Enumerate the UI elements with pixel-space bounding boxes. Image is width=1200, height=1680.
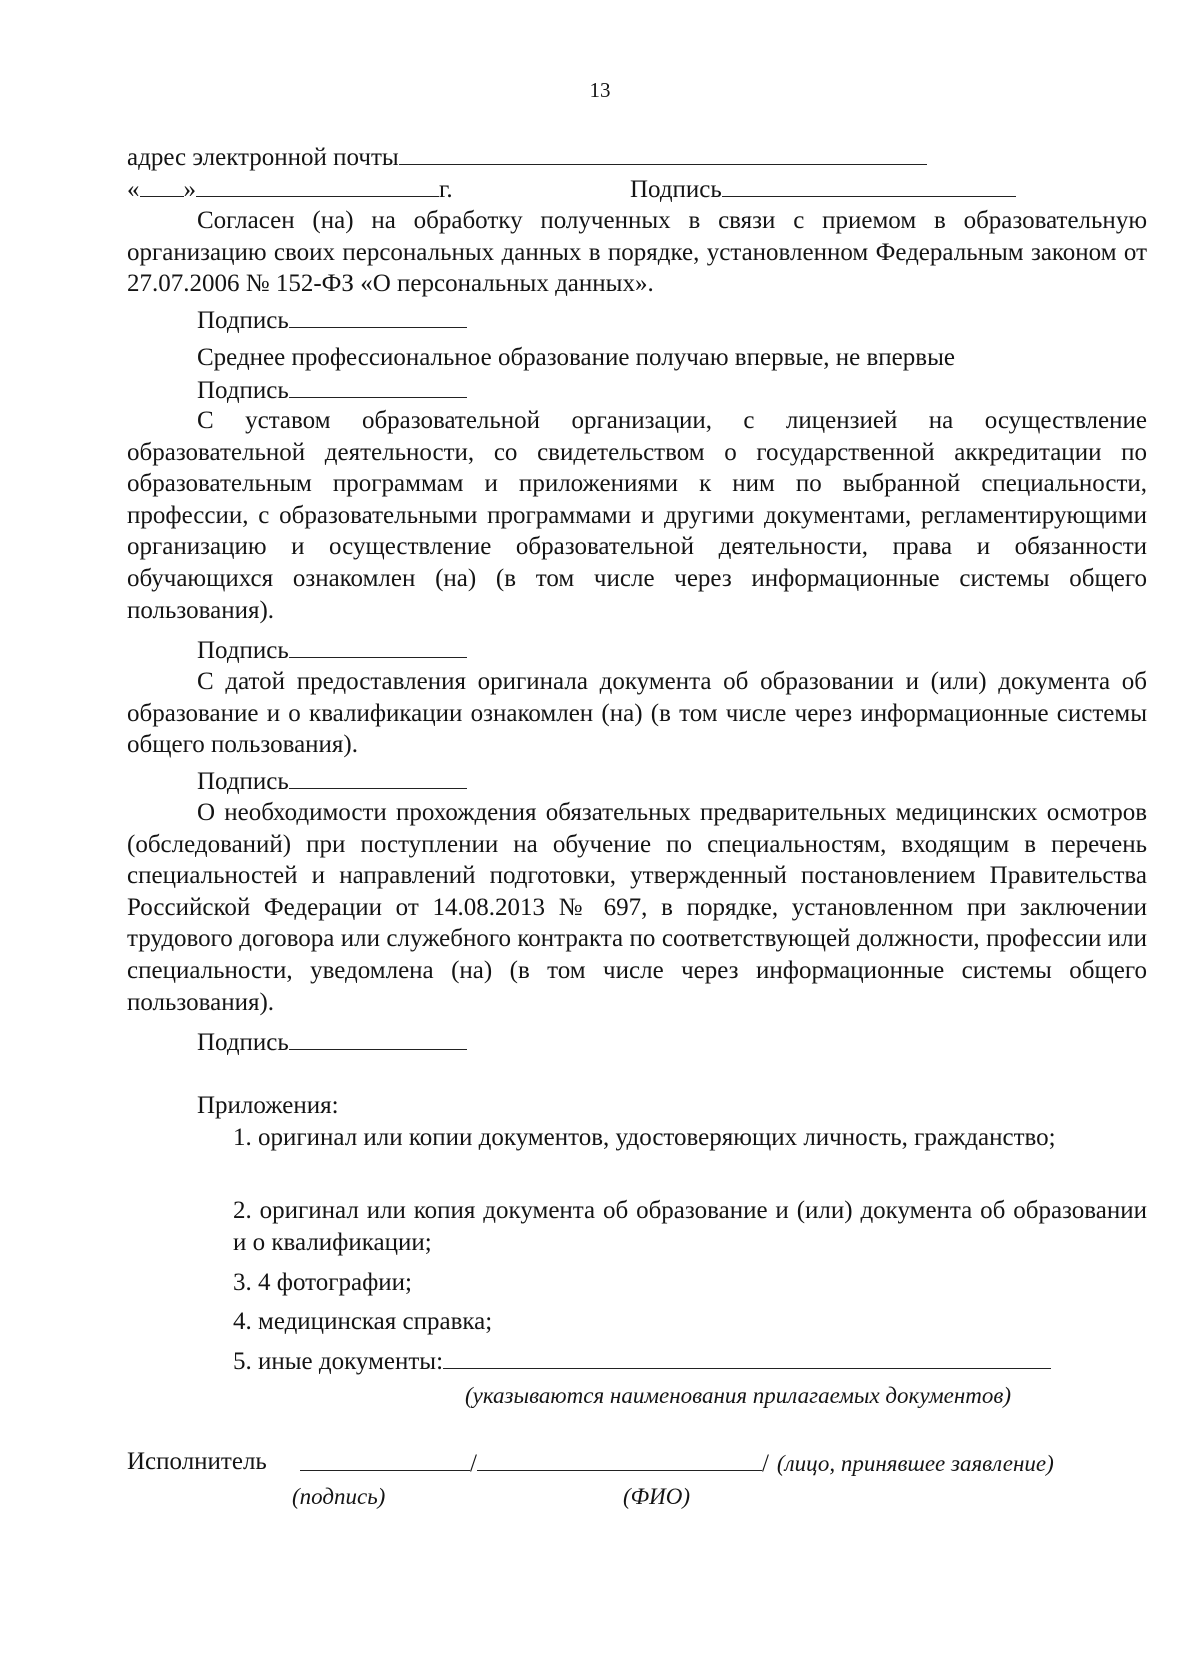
original-date-paragraph: С датой предоставления оригинала документа об образовании и (или) документа об образование и о квалификации ознакомлен (на) (в том числе через информационные системы общего пользования). — [127, 668, 1147, 759]
signature-blank[interactable] — [289, 303, 467, 328]
other-documents-blank[interactable] — [443, 1344, 1051, 1369]
signature-blank[interactable] — [289, 373, 467, 398]
signature-label: Подпись — [630, 176, 722, 203]
name-caption: (ФИО) — [623, 1484, 691, 1509]
executor-role-note: (лицо, принявшее заявление) — [776, 1451, 1054, 1476]
attachment-item: 5. иные документы: — [233, 1348, 444, 1375]
executor-label: Исполнитель — [127, 1448, 267, 1475]
email-label: адрес электронной почты — [127, 144, 399, 171]
attachment-item-other — [233, 1344, 1051, 1378]
charter-signature — [197, 633, 467, 667]
signature-line-date — [630, 172, 1016, 206]
signature-label: Подпись — [197, 1029, 289, 1056]
year-suffix: г. — [439, 176, 453, 203]
signature-label: Подпись — [197, 377, 289, 404]
attachment-item: 4. медицинская справка; — [233, 1308, 493, 1335]
signature-label: Подпись — [197, 768, 289, 795]
spo-signature — [197, 373, 467, 407]
month-blank[interactable] — [196, 172, 439, 197]
signature-label: Подпись — [197, 637, 289, 664]
attachments-heading: Приложения: — [197, 1092, 339, 1119]
medical-signature — [197, 1025, 467, 1059]
executor-fields — [300, 1446, 1054, 1480]
attachment-item: 3. 4 фотографии; — [233, 1269, 412, 1296]
quote-open: « — [127, 176, 140, 203]
consent-paragraph: Согласен (на) на обработку полученных в связи с приемом в образовательную организацию своих персональных данных в порядке, установленном Федеральным законом от 27.07.2006 № 152-ФЗ «О персональных данных». — [127, 207, 1147, 298]
signature-caption: (подпись) — [292, 1484, 386, 1509]
slash: / — [470, 1450, 477, 1477]
charter-paragraph: С уставом образовательной организации, с лицензией на осуществление образовательной деятельности, со свидетельством о государственной аккредитации по образовательным программам и приложениями к ним по выбранной специальности, профессии, с образовательными программами и другими документами, регламентирующими организацию и осуществление образовательной деятельности, права и обязанности обучающихся ознакомлен (на) (в том числе через информационные системы общего пользования). — [127, 407, 1147, 624]
quote-close: » — [183, 176, 196, 203]
attachment-item: 1. оригинал или копии документов, удостоверяющих личность, гражданство; — [233, 1124, 1056, 1151]
signature-blank[interactable] — [289, 1025, 467, 1050]
day-blank[interactable] — [140, 172, 184, 197]
attachments-note: (указываются наименования прилагаемых документов) — [465, 1383, 1012, 1408]
signature-label: Подпись — [197, 307, 289, 334]
signature-blank[interactable] — [289, 764, 467, 789]
page-number: 13 — [589, 78, 611, 102]
slash: / — [761, 1450, 769, 1477]
attachment-item: 2. оригинал или копия документа об образование и (или) документа об образовании и о квалификации; — [233, 1197, 1147, 1256]
executor-name-blank[interactable] — [477, 1446, 762, 1471]
email-line — [127, 140, 927, 174]
signature-blank[interactable] — [289, 633, 467, 658]
medical-paragraph: О необходимости прохождения обязательных предварительных медицинских осмотров (обследований) при поступлении на обучение по специальностям, входящим в перечень специальностей и направлений подготовки, утвержденный постановлением Правительства Российской Федерации от 14.08.2013 № 697, в порядке, установленном при заключении трудового договора или служебного контракта по соответствующей должности, профессии или специальности, уведомлена (на) (в том числе через информационные системы общего пользования). — [127, 799, 1147, 1016]
original-date-signature — [197, 764, 467, 798]
consent-signature — [197, 303, 467, 337]
spo-statement: Среднее профессиональное образование получаю впервые, не впервые — [197, 344, 955, 371]
email-blank[interactable] — [399, 140, 927, 165]
signature-blank[interactable] — [722, 172, 1016, 197]
date-line — [127, 172, 453, 206]
executor-line — [127, 1446, 267, 1478]
executor-signature-blank[interactable] — [300, 1446, 470, 1471]
